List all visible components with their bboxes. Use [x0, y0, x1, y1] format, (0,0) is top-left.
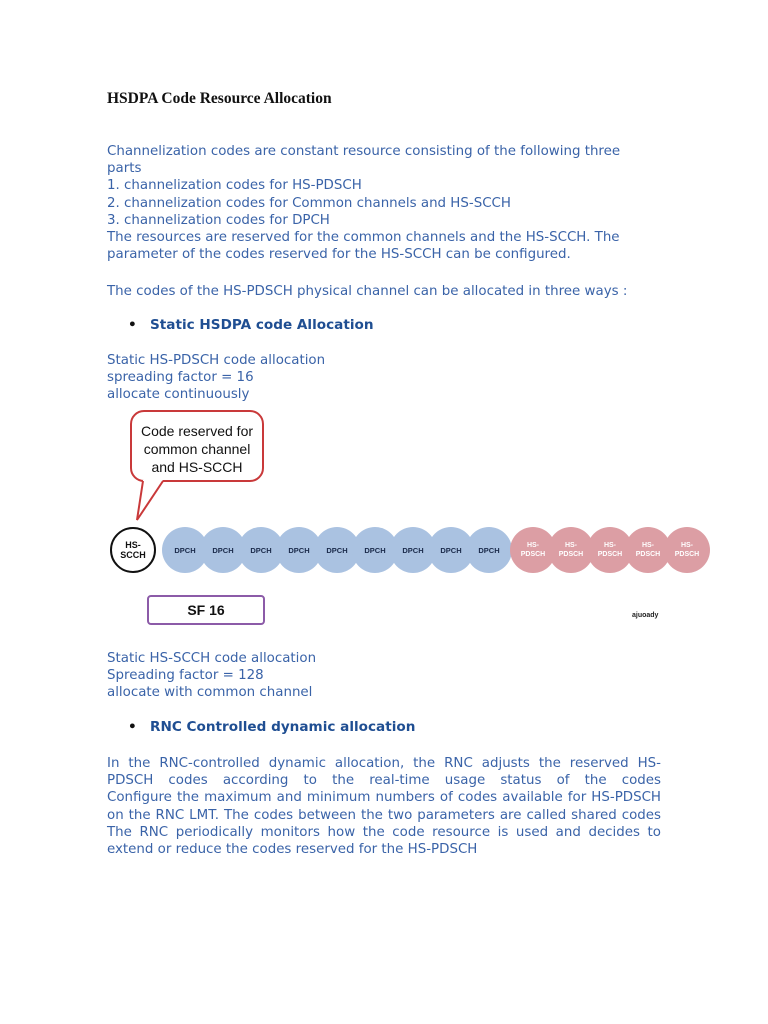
- static-scch-line: Static HS-SCCH code allocation: [107, 651, 317, 666]
- dpch-code-circle: DPCH: [314, 527, 360, 573]
- hs-pdsch-label: PDSCH: [558, 551, 584, 558]
- callout-line: common channel: [143, 441, 251, 457]
- dpch-code-circle: DPCH: [428, 527, 474, 573]
- static-pdsch-paragraph: [107, 352, 662, 404]
- rnc-paragraph: [107, 755, 661, 858]
- dpch-code-circle: DPCH: [200, 527, 246, 573]
- watermark-text: ajuoady: [632, 612, 659, 619]
- intro-line: Channelization codes are constant resource consisting of the following three: [107, 144, 621, 159]
- bullet-dot: •: [128, 317, 137, 333]
- rnc-line: The RNC periodically monitors how the code resource is used and decides to: [107, 824, 661, 840]
- bullet-static-allocation: [128, 317, 374, 333]
- hs-pdsch-label: HS-: [526, 542, 540, 549]
- rnc-line: extend or reduce the codes reserved for the HS-PDSCH: [107, 842, 478, 858]
- hs-pdsch-label: PDSCH: [520, 551, 546, 558]
- static-scch-line: Spreading factor = 128: [107, 668, 264, 684]
- rnc-line: PDSCH codes according to the real-time usage status of the codes: [107, 773, 661, 789]
- intro-line: 1. channelization codes for HS-PDSCH: [107, 178, 362, 194]
- static-pdsch-line: allocate continuously: [107, 387, 250, 403]
- hs-pdsch-label: HS-: [564, 542, 578, 549]
- callout-line: Code reserved for: [140, 423, 254, 439]
- intro-paragraph: [107, 143, 662, 263]
- rnc-line: on the RNC LMT. The codes between the two parameters are called shared codes: [107, 807, 661, 823]
- hs-scch-label: SCCH: [120, 550, 146, 560]
- bullet-dot: •: [128, 719, 137, 735]
- ways-line: The codes of the HS-PDSCH physical channel can be allocated in three ways :: [107, 284, 628, 299]
- rnc-line: Configure the maximum and minimum numbers of codes available for HS-PDSCH: [107, 790, 661, 806]
- static-scch-paragraph: [107, 650, 662, 702]
- dpch-code-circle: DPCH: [238, 527, 284, 573]
- sf-16-box: SF 16: [147, 595, 265, 625]
- intro-line: 2. channelization codes for Common channels and HS-SCCH: [107, 195, 511, 211]
- rnc-line: In the RNC-controlled dynamic allocation, the RNC adjusts the reserved HS-: [107, 756, 661, 771]
- ways-paragraph: [107, 283, 662, 300]
- static-pdsch-line: spreading factor = 16: [107, 370, 254, 386]
- document-title: HSDPA Code Resource Allocation: [107, 90, 332, 107]
- intro-line: 3. channelization codes for DPCH: [107, 212, 330, 228]
- bullet-rnc-dynamic-allocation: [128, 719, 415, 735]
- dpch-code-circle: DPCH: [390, 527, 436, 573]
- hs-pdsch-label: HS-: [603, 542, 617, 549]
- callout-bubble: [130, 410, 264, 482]
- hs-pdsch-label: PDSCH: [597, 551, 623, 558]
- intro-line: The resources are reserved for the common channels and the HS-SCCH. The: [107, 230, 620, 246]
- static-pdsch-line: Static HS-PDSCH code allocation: [107, 353, 326, 368]
- hs-pdsch-label: PDSCH: [674, 551, 700, 558]
- bullet-label: Static HSDPA code Allocation: [150, 317, 374, 333]
- callout-tail: [133, 478, 173, 524]
- intro-line: parameter of the codes reserved for the HS-SCCH can be configured.: [107, 247, 571, 263]
- hs-pdsch-label: HS-: [641, 542, 655, 549]
- dpch-code-circle: DPCH: [276, 527, 322, 573]
- callout-line: and HS-SCCH: [151, 459, 243, 475]
- intro-line: parts: [107, 161, 142, 177]
- dpch-code-circle: DPCH: [466, 527, 512, 573]
- static-scch-line: allocate with common channel: [107, 685, 313, 701]
- hs-scch-code-circle: [110, 527, 156, 573]
- dpch-code-circle: DPCH: [162, 527, 208, 573]
- hs-pdsch-code-circle: [664, 527, 710, 573]
- hs-pdsch-label: HS-: [680, 542, 694, 549]
- hs-pdsch-label: PDSCH: [635, 551, 661, 558]
- bullet-label: RNC Controlled dynamic allocation: [150, 719, 416, 735]
- dpch-code-circle: DPCH: [352, 527, 398, 573]
- hs-scch-label: HS-: [125, 540, 141, 550]
